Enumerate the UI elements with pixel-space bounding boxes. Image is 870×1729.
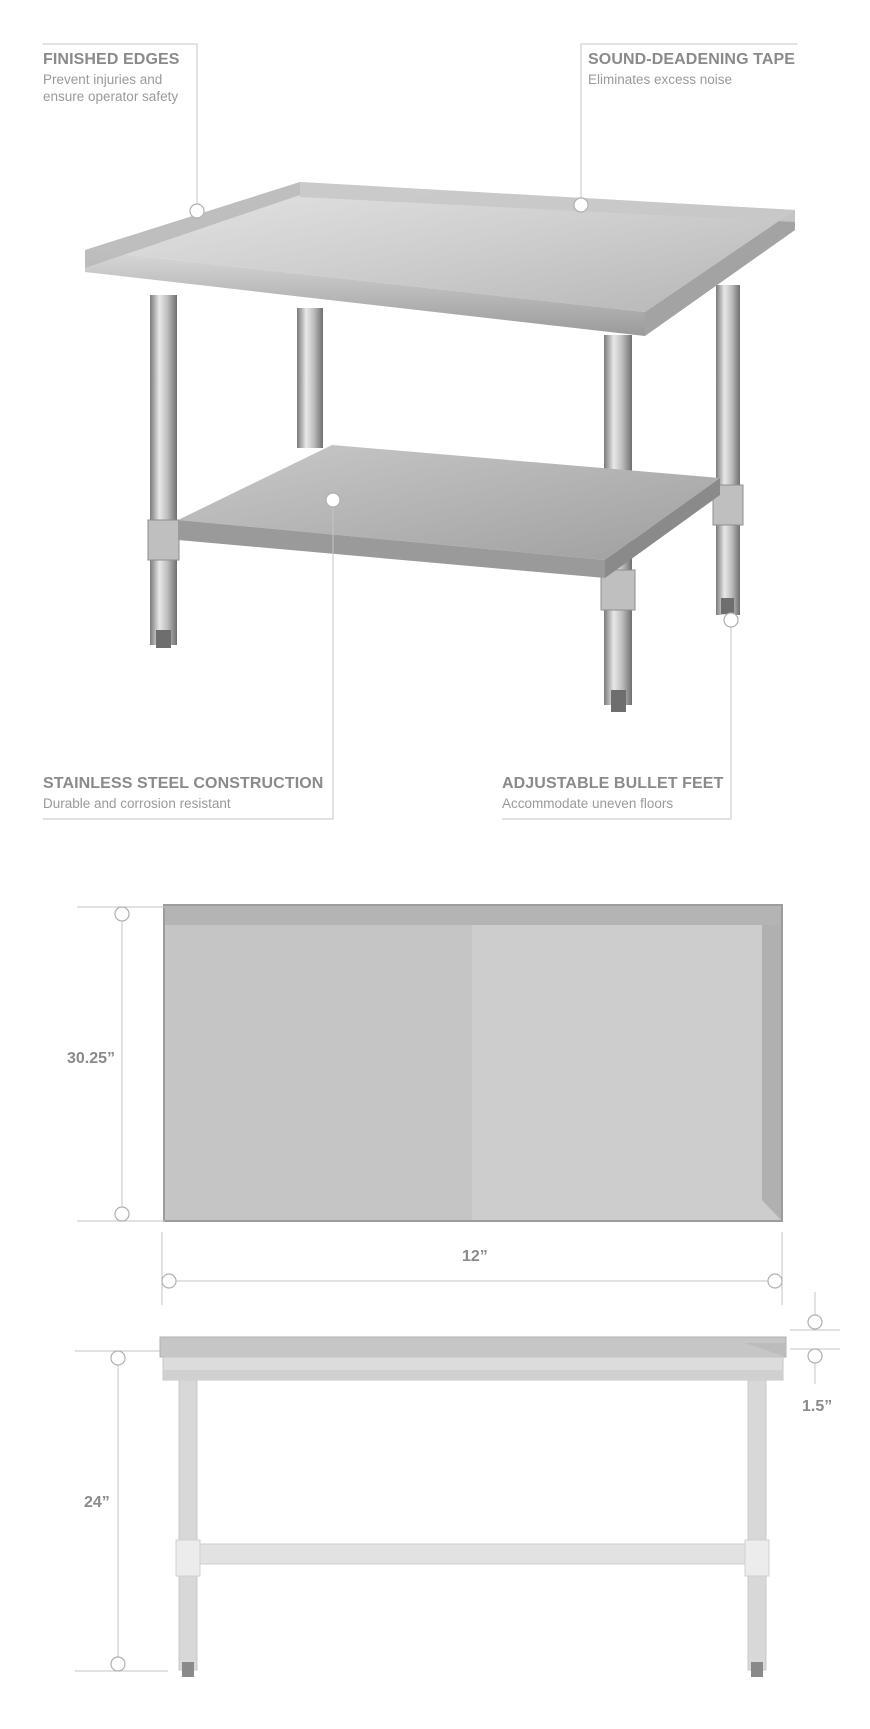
- callout-desc: Durable and corrosion resistant: [43, 796, 231, 811]
- callout-title: STAINLESS STEEL CONSTRUCTION: [43, 775, 324, 792]
- side-view: [160, 1337, 786, 1677]
- top-view: [164, 905, 782, 1221]
- callout-desc-line1: Prevent injuries and: [43, 72, 163, 87]
- table-top: [85, 182, 795, 336]
- callout-stainless-steel: [43, 775, 323, 812]
- dimension-height-label: 24”: [84, 1494, 110, 1511]
- callout-title: FINISHED EDGES: [43, 51, 180, 68]
- dimension-backsplash-label: 1.5”: [802, 1398, 833, 1415]
- callout-title: SOUND-DEADENING TAPE: [588, 51, 796, 68]
- undershelf: [178, 445, 720, 578]
- dimension-width-label: 12”: [462, 1248, 488, 1265]
- callout-title: ADJUSTABLE BULLET FEET: [502, 775, 724, 792]
- callout-desc-line2: ensure operator safety: [43, 89, 179, 104]
- callout-desc: Accommodate uneven floors: [502, 796, 674, 811]
- callout-desc: Eliminates excess noise: [588, 72, 733, 87]
- callout-sound-deadening-tape: [588, 51, 795, 88]
- callout-finished-edges: [43, 51, 180, 105]
- dimension-depth-label: 30.25”: [67, 1050, 116, 1067]
- callout-bullet-feet: [502, 775, 723, 812]
